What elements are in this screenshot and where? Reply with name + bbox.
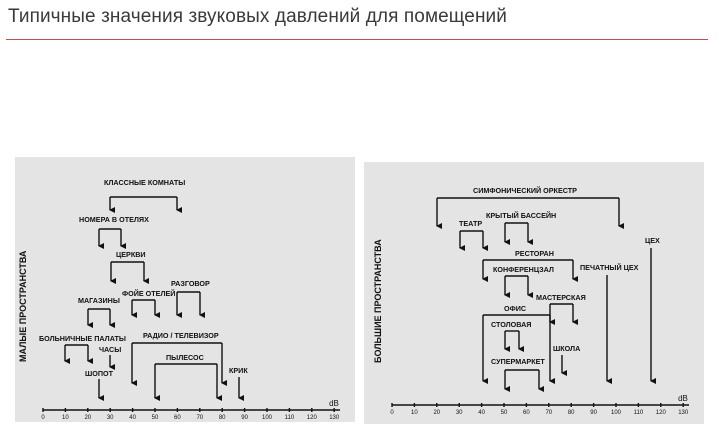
tick-label: 60 [174, 415, 181, 421]
label-classrooms: КЛАССНЫЕ КОМНАТЫ [104, 178, 186, 187]
y-axis-label: БОЛЬШИЕ ПРОСТРАНСТВА [373, 239, 383, 363]
label-theatre: ТЕАТР [459, 219, 483, 228]
label-workshop-hall: ЦЕХ [645, 236, 660, 245]
label-vacuum: ПЫЛЕСОС [166, 353, 204, 362]
tick-label: 70 [545, 410, 553, 416]
tick-label: 100 [261, 415, 273, 421]
label-churches: ЦЕРКВИ [116, 250, 146, 259]
vacuum-range [155, 364, 217, 398]
label-hospital: БОЛЬНИЧНЫЕ ПАЛАТЫ [39, 334, 126, 343]
label-office: ОФИС [504, 304, 527, 313]
label-conference: КОНФЕРЕНЦЗАЛ [493, 265, 554, 274]
radio-tv-range [132, 343, 222, 383]
label-canteen: СТОЛОВАЯ [491, 320, 532, 329]
tick-label: 100 [610, 410, 622, 416]
tick-label: 40 [129, 415, 136, 421]
tick-label: 0 [41, 415, 45, 421]
tick-label: 10 [62, 415, 69, 421]
workshop-range [550, 304, 573, 322]
hotel-rooms-range [99, 229, 121, 246]
tick-label: 120 [655, 410, 666, 416]
tick-label: 40 [478, 410, 485, 416]
tick-label: 30 [106, 415, 114, 421]
label-print-shop: ПЕЧАТНЫЙ ЦЕХ [580, 263, 639, 272]
tick-label: 80 [567, 410, 575, 416]
conversation-range [177, 292, 200, 315]
large-spaces-diagram [364, 162, 704, 424]
small-spaces-diagram [15, 157, 355, 422]
label-school: ШКОЛА [553, 344, 581, 353]
tick-label: 130 [329, 415, 340, 421]
classrooms-range [110, 197, 177, 210]
canteen-range [505, 331, 519, 349]
label-restaurant: РЕСТОРАН [515, 249, 554, 258]
large-spaces-panel [364, 162, 704, 424]
hotel-lobby-range [132, 300, 155, 315]
label-hotel-rooms: НОМЕРА В ОТЕЛЯХ [79, 215, 149, 224]
tick-label: 110 [633, 410, 644, 416]
x-axis-tick-labels [390, 410, 689, 416]
tick-label: 30 [455, 410, 463, 416]
label-symphony: СИМФОНИЧЕСКИЙ ОРКЕСТР [473, 186, 577, 195]
tick-label: 20 [84, 415, 92, 421]
theatre-range [460, 231, 483, 248]
label-scream: КРИК [229, 366, 248, 375]
tick-label: 0 [390, 410, 394, 416]
tick-label: 10 [411, 410, 418, 416]
tick-label: 90 [241, 415, 248, 421]
conference-range [505, 276, 528, 295]
small-spaces-panel [15, 157, 355, 422]
label-conversation: РАЗГОВОР [171, 279, 210, 288]
hospital-range [65, 345, 88, 361]
supermarket-range [505, 370, 539, 389]
tick-label: 90 [590, 410, 597, 416]
tick-label: 120 [306, 415, 317, 421]
label-shops: МАГАЗИНЫ [78, 296, 120, 305]
tick-label: 60 [523, 410, 530, 416]
label-workshop: МАСТЕРСКАЯ [536, 293, 586, 302]
tick-label: 80 [218, 415, 226, 421]
label-pool: КРЫТЫЙ БАССЕЙН [486, 211, 557, 220]
churches-range [111, 262, 144, 281]
shops-range [88, 309, 110, 325]
tick-label: 50 [151, 415, 159, 421]
label-radio-tv: РАДИО / ТЕЛЕВИЗОР [143, 331, 219, 340]
x-axis-tick-labels [41, 415, 340, 421]
label-supermarket: СУПЕРМАРКЕТ [491, 357, 545, 366]
pool-range [505, 223, 528, 242]
label-hotel-lobby: ФОЙЕ ОТЕЛЕЙ [122, 289, 176, 298]
page-title: Типичные значения звуковых давлений для помещений [8, 6, 507, 27]
unit-label: dB [678, 394, 688, 403]
y-axis-label: МАЛЫЕ ПРОСТРАНСТВА [18, 250, 28, 362]
title-divider [6, 39, 708, 40]
tick-label: 70 [196, 415, 204, 421]
tick-label: 130 [678, 410, 689, 416]
tick-label: 110 [284, 415, 295, 421]
label-clock: ЧАСЫ [99, 345, 122, 354]
tick-label: 50 [500, 410, 508, 416]
unit-label: dB [329, 399, 339, 408]
label-whisper: ШОПОТ [85, 369, 113, 378]
tick-label: 20 [433, 410, 441, 416]
